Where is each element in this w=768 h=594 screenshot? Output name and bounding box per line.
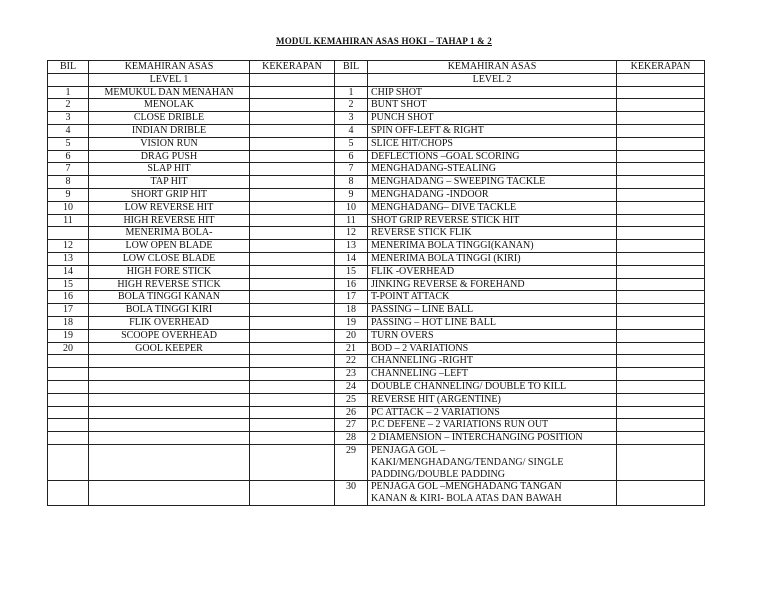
bil-right-cell: 12 <box>335 227 368 240</box>
freq-right-cell <box>617 393 705 406</box>
skill-right-cell: PC ATTACK – 2 VARIATIONS <box>368 406 617 419</box>
bil-right-cell: 19 <box>335 316 368 329</box>
skill-line: KANAN & KIRI- BOLA ATAS DAN BAWAH <box>371 493 562 505</box>
freq-right-cell <box>617 316 705 329</box>
table-row <box>48 112 705 125</box>
bil-right-cell: 5 <box>335 137 368 150</box>
skill-left-cell <box>89 419 250 432</box>
bil-left-cell: 4 <box>48 124 89 137</box>
freq-left-cell <box>250 329 335 342</box>
table-row <box>48 380 705 393</box>
skill-left-cell <box>89 393 250 406</box>
level-empty-cell <box>48 73 89 86</box>
bil-left-cell: 5 <box>48 137 89 150</box>
table-row <box>48 355 705 368</box>
freq-right-cell <box>617 112 705 125</box>
bil-right-cell: 23 <box>335 368 368 381</box>
freq-left-cell <box>250 137 335 150</box>
skill-right-cell: REVERSE HIT (ARGENTINE) <box>368 393 617 406</box>
bil-left-cell: 13 <box>48 252 89 265</box>
bil-left-cell: 16 <box>48 291 89 304</box>
table-row <box>48 278 705 291</box>
skill-left-cell: HIGH REVERSE HIT <box>89 214 250 227</box>
skill-right-cell: CHANNELING -RIGHT <box>368 355 617 368</box>
freq-right-cell <box>617 329 705 342</box>
bil-right-cell: 2 <box>335 99 368 112</box>
skill-left-cell: LOW OPEN BLADE <box>89 240 250 253</box>
freq-left-cell <box>250 278 335 291</box>
bil-left-cell <box>48 355 89 368</box>
freq-right-cell <box>617 419 705 432</box>
freq-right-cell <box>617 201 705 214</box>
level-empty-cell <box>335 73 368 86</box>
skill-right-cell <box>368 444 617 480</box>
freq-right-cell <box>617 291 705 304</box>
freq-left-cell <box>250 252 335 265</box>
table-row <box>48 227 705 240</box>
freq-left-cell <box>250 124 335 137</box>
page-title: MODUL KEMAHIRAN ASAS HOKI – TAHAP 1 & 2 <box>276 36 492 46</box>
bil-right-cell: 16 <box>335 278 368 291</box>
header-freq-left: KEKERAPAN <box>250 61 335 74</box>
bil-left-cell: 2 <box>48 99 89 112</box>
level-2-label: LEVEL 2 <box>368 73 617 86</box>
skill-right-cell: MENGHADANG– DIVE TACKLE <box>368 201 617 214</box>
skill-right-cell <box>368 481 617 506</box>
table-row <box>48 393 705 406</box>
skill-right-cell: PASSING – HOT LINE BALL <box>368 316 617 329</box>
skill-right-cell: BOD – 2 VARIATIONS <box>368 342 617 355</box>
skill-right-cell: T-POINT ATTACK <box>368 291 617 304</box>
level-empty-cell <box>250 73 335 86</box>
skill-left-cell <box>89 481 250 506</box>
freq-right-cell <box>617 444 705 480</box>
freq-left-cell <box>250 432 335 445</box>
skill-left-cell: BOLA TINGGI KIRI <box>89 304 250 317</box>
freq-right-cell <box>617 481 705 506</box>
bil-left-cell: 18 <box>48 316 89 329</box>
skill-left-cell: MENERIMA BOLA- <box>89 227 250 240</box>
skill-right-cell: CHIP SHOT <box>368 86 617 99</box>
table-row <box>48 368 705 381</box>
skill-left-cell <box>89 368 250 381</box>
bil-left-cell: 12 <box>48 240 89 253</box>
table-row <box>48 406 705 419</box>
bil-left-cell <box>48 393 89 406</box>
bil-left-cell: 19 <box>48 329 89 342</box>
freq-right-cell <box>617 342 705 355</box>
freq-left-cell <box>250 380 335 393</box>
freq-right-cell <box>617 265 705 278</box>
skill-left-cell: HIGH FORE STICK <box>89 265 250 278</box>
freq-right-cell <box>617 176 705 189</box>
bil-left-cell <box>48 432 89 445</box>
bil-left-cell: 8 <box>48 176 89 189</box>
table-row <box>48 201 705 214</box>
skill-right-cell: MENGHADANG – SWEEPING TACKLE <box>368 176 617 189</box>
freq-right-cell <box>617 240 705 253</box>
skill-right-cell: MENGHADANG -INDOOR <box>368 188 617 201</box>
skills-table-body <box>48 61 705 506</box>
freq-right-cell <box>617 252 705 265</box>
skill-left-cell: MEMUKUL DAN MENAHAN <box>89 86 250 99</box>
freq-right-cell <box>617 406 705 419</box>
bil-right-cell: 8 <box>335 176 368 189</box>
bil-right-cell: 26 <box>335 406 368 419</box>
freq-right-cell <box>617 137 705 150</box>
freq-right-cell <box>617 368 705 381</box>
bil-left-cell <box>48 227 89 240</box>
freq-left-cell <box>250 240 335 253</box>
skill-left-cell: INDIAN DRIBLE <box>89 124 250 137</box>
table-row <box>48 252 705 265</box>
skill-right-cell: PASSING – LINE BALL <box>368 304 617 317</box>
freq-left-cell <box>250 393 335 406</box>
skill-left-cell: LOW REVERSE HIT <box>89 201 250 214</box>
freq-left-cell <box>250 481 335 506</box>
skill-right-cell: BUNT SHOT <box>368 99 617 112</box>
bil-right-cell: 21 <box>335 342 368 355</box>
bil-right-cell: 6 <box>335 150 368 163</box>
bil-right-cell: 13 <box>335 240 368 253</box>
skill-left-cell: SLAP HIT <box>89 163 250 176</box>
skill-left-cell <box>89 444 250 480</box>
skill-right-cell: SLICE HIT/CHOPS <box>368 137 617 150</box>
skill-line: PENJAGA GOL –MENGHADANG TANGAN <box>371 481 562 493</box>
skill-right-cell: P.C DEFENE – 2 VARIATIONS RUN OUT <box>368 419 617 432</box>
bil-right-cell: 28 <box>335 432 368 445</box>
bil-right-cell: 20 <box>335 329 368 342</box>
freq-left-cell <box>250 444 335 480</box>
table-row <box>48 188 705 201</box>
bil-right-cell: 9 <box>335 188 368 201</box>
skill-left-cell <box>89 406 250 419</box>
freq-left-cell <box>250 86 335 99</box>
bil-left-cell <box>48 406 89 419</box>
freq-left-cell <box>250 342 335 355</box>
skill-right-cell: SPIN OFF-LEFT & RIGHT <box>368 124 617 137</box>
bil-left-cell: 1 <box>48 86 89 99</box>
freq-left-cell <box>250 214 335 227</box>
table-row <box>48 240 705 253</box>
freq-left-cell <box>250 150 335 163</box>
freq-left-cell <box>250 99 335 112</box>
skill-left-cell: SCOOPE OVERHEAD <box>89 329 250 342</box>
header-bil-left: BIL <box>48 61 89 74</box>
freq-right-cell <box>617 163 705 176</box>
header-bil-right: BIL <box>335 61 368 74</box>
table-row <box>48 316 705 329</box>
skill-line: PADDING/DOUBLE PADDING <box>371 468 505 480</box>
skill-right-cell: 2 DIAMENSION – INTERCHANGING POSITION <box>368 432 617 445</box>
skill-right-cell: FLIK -OVERHEAD <box>368 265 617 278</box>
freq-right-cell <box>617 214 705 227</box>
table-row <box>48 214 705 227</box>
freq-left-cell <box>250 406 335 419</box>
bil-left-cell <box>48 444 89 480</box>
header-freq-right: KEKERAPAN <box>617 61 705 74</box>
freq-left-cell <box>250 419 335 432</box>
skill-right-cell: REVERSE STICK FLIK <box>368 227 617 240</box>
freq-left-cell <box>250 291 335 304</box>
skill-left-cell <box>89 432 250 445</box>
table-row <box>48 137 705 150</box>
freq-left-cell <box>250 188 335 201</box>
skill-left-cell: LOW CLOSE BLADE <box>89 252 250 265</box>
table-row <box>48 444 705 480</box>
freq-right-cell <box>617 124 705 137</box>
freq-right-cell <box>617 150 705 163</box>
table-row <box>48 342 705 355</box>
freq-left-cell <box>250 227 335 240</box>
bil-right-cell: 3 <box>335 112 368 125</box>
bil-right-cell: 11 <box>335 214 368 227</box>
skill-right-cell: JINKING REVERSE & FOREHAND <box>368 278 617 291</box>
header-row <box>48 61 705 74</box>
table-row <box>48 304 705 317</box>
skill-left-cell: GOOL KEEPER <box>89 342 250 355</box>
bil-right-cell: 24 <box>335 380 368 393</box>
header-skill-left: KEMAHIRAN ASAS <box>89 61 250 74</box>
freq-left-cell <box>250 368 335 381</box>
skill-line: PENJAGA GOL – <box>371 444 446 456</box>
table-row <box>48 124 705 137</box>
table-row <box>48 176 705 189</box>
bil-right-cell: 22 <box>335 355 368 368</box>
bil-left-cell: 11 <box>48 214 89 227</box>
freq-left-cell <box>250 355 335 368</box>
bil-left-cell <box>48 481 89 506</box>
skill-right-cell: CHANNELING –LEFT <box>368 368 617 381</box>
bil-right-cell: 29 <box>335 444 368 480</box>
freq-left-cell <box>250 163 335 176</box>
skill-left-cell: MENOLAK <box>89 99 250 112</box>
table-row <box>48 432 705 445</box>
bil-right-cell: 27 <box>335 419 368 432</box>
table-row <box>48 99 705 112</box>
bil-right-cell: 15 <box>335 265 368 278</box>
bil-right-cell: 7 <box>335 163 368 176</box>
skill-left-cell: SHORT GRIP HIT <box>89 188 250 201</box>
table-row <box>48 291 705 304</box>
skill-left-cell <box>89 355 250 368</box>
bil-left-cell: 3 <box>48 112 89 125</box>
skill-line: KAKI/MENGHADANG/TENDANG/ SINGLE <box>371 456 564 468</box>
freq-left-cell <box>250 316 335 329</box>
header-skill-right: KEMAHIRAN ASAS <box>368 61 617 74</box>
bil-left-cell <box>48 380 89 393</box>
bil-right-cell: 14 <box>335 252 368 265</box>
skill-left-cell: DRAG PUSH <box>89 150 250 163</box>
skill-left-cell: HIGH REVERSE STICK <box>89 278 250 291</box>
freq-right-cell <box>617 355 705 368</box>
bil-left-cell: 20 <box>48 342 89 355</box>
skill-left-cell: FLIK OVERHEAD <box>89 316 250 329</box>
skill-left-cell: CLOSE DRIBLE <box>89 112 250 125</box>
skill-left-cell: BOLA TINGGI KANAN <box>89 291 250 304</box>
table-row <box>48 163 705 176</box>
skill-left-cell: TAP HIT <box>89 176 250 189</box>
freq-left-cell <box>250 112 335 125</box>
bil-left-cell <box>48 419 89 432</box>
freq-right-cell <box>617 188 705 201</box>
skill-right-cell: PUNCH SHOT <box>368 112 617 125</box>
bil-left-cell <box>48 368 89 381</box>
skill-right-cell: TURN OVERS <box>368 329 617 342</box>
skill-left-cell <box>89 380 250 393</box>
bil-left-cell: 6 <box>48 150 89 163</box>
bil-right-cell: 25 <box>335 393 368 406</box>
bil-left-cell: 10 <box>48 201 89 214</box>
table-row <box>48 265 705 278</box>
bil-right-cell: 1 <box>335 86 368 99</box>
bil-right-cell: 4 <box>335 124 368 137</box>
bil-left-cell: 7 <box>48 163 89 176</box>
bil-right-cell: 18 <box>335 304 368 317</box>
table-row <box>48 329 705 342</box>
bil-left-cell: 9 <box>48 188 89 201</box>
freq-right-cell <box>617 432 705 445</box>
freq-right-cell <box>617 99 705 112</box>
table-row <box>48 86 705 99</box>
bil-right-cell: 10 <box>335 201 368 214</box>
level-row <box>48 73 705 86</box>
bil-right-cell: 30 <box>335 481 368 506</box>
skill-right-cell: DEFLECTIONS –GOAL SCORING <box>368 150 617 163</box>
table-row <box>48 419 705 432</box>
freq-left-cell <box>250 201 335 214</box>
freq-left-cell <box>250 304 335 317</box>
table-row <box>48 150 705 163</box>
freq-right-cell <box>617 227 705 240</box>
freq-left-cell <box>250 176 335 189</box>
freq-right-cell <box>617 380 705 393</box>
freq-right-cell <box>617 86 705 99</box>
skill-left-cell: VISION RUN <box>89 137 250 150</box>
bil-right-cell: 17 <box>335 291 368 304</box>
freq-right-cell <box>617 304 705 317</box>
skill-right-cell: MENGHADANG-STEALING <box>368 163 617 176</box>
table-row <box>48 481 705 506</box>
bil-left-cell: 15 <box>48 278 89 291</box>
freq-left-cell <box>250 265 335 278</box>
level-1-label: LEVEL 1 <box>89 73 250 86</box>
skill-right-cell: MENERIMA BOLA TINGGI (KIRI) <box>368 252 617 265</box>
freq-right-cell <box>617 278 705 291</box>
skill-right-cell: SHOT GRIP REVERSE STICK HIT <box>368 214 617 227</box>
skill-right-cell: MENERIMA BOLA TINGGI(KANAN) <box>368 240 617 253</box>
skills-table <box>47 60 705 506</box>
bil-left-cell: 14 <box>48 265 89 278</box>
skill-right-cell: DOUBLE CHANNELING/ DOUBLE TO KILL <box>368 380 617 393</box>
level-empty-cell <box>617 73 705 86</box>
bil-left-cell: 17 <box>48 304 89 317</box>
